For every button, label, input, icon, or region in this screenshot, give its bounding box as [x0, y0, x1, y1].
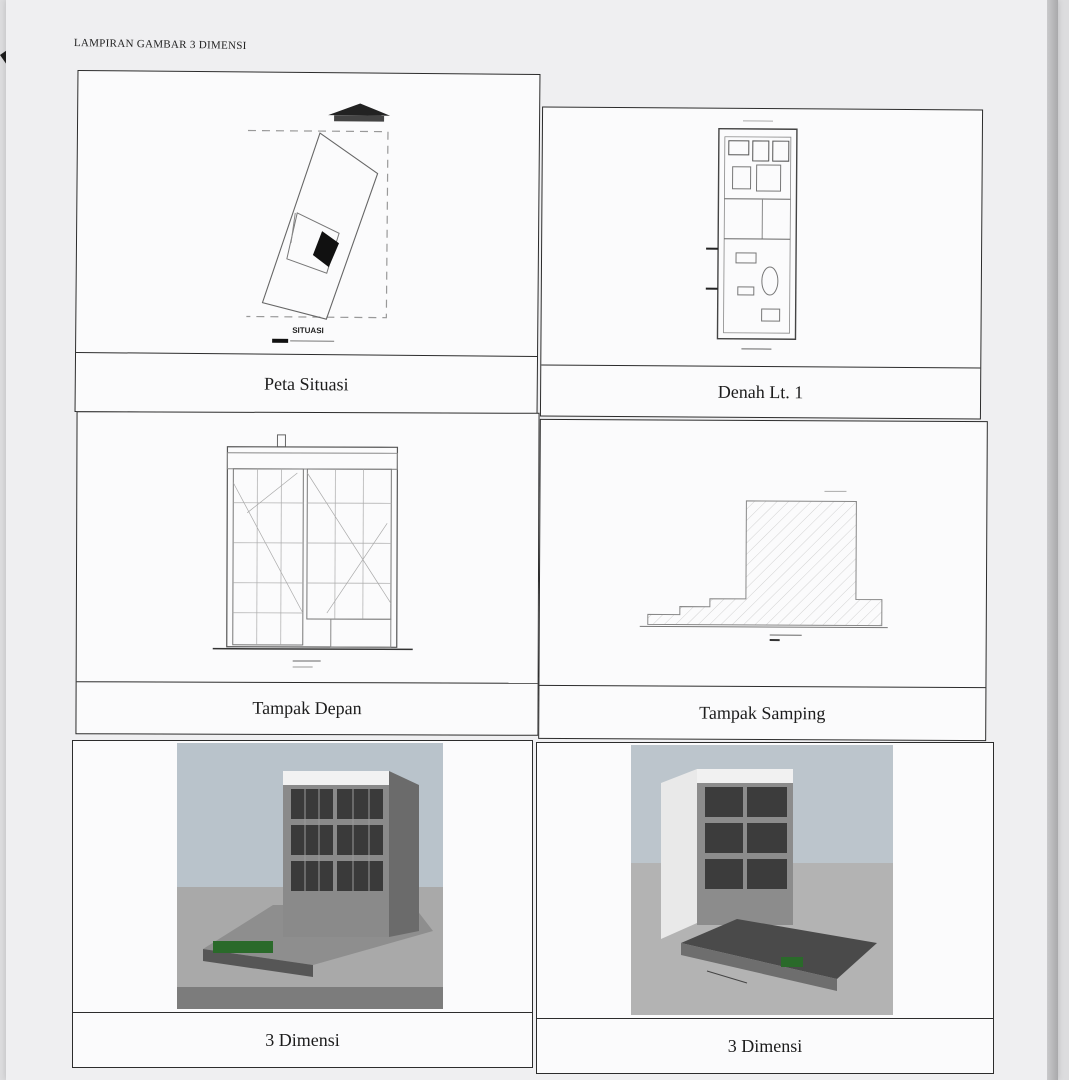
- panel-caption: Tampak Samping: [699, 702, 826, 723]
- panel-3d-view-left: [72, 740, 533, 1068]
- document-title: LAMPIRAN GAMBAR 3 DIMENSI: [73, 37, 247, 53]
- panel-site-plan: [75, 70, 541, 416]
- panel-caption: Denah Lt. 1: [717, 381, 804, 402]
- page-edge: [1047, 0, 1058, 1080]
- document-page: [6, 0, 1058, 1080]
- side-elevation-drawing: [539, 420, 986, 688]
- 3d-render-image: [537, 743, 993, 1019]
- site-plan-drawing: [76, 71, 539, 357]
- panel-caption: 3 Dimensi: [727, 1035, 803, 1056]
- panel-front-elevation: [75, 411, 539, 736]
- panel-caption: 3 Dimensi: [265, 1029, 340, 1050]
- panel-3d-view-right: [536, 742, 994, 1074]
- 3d-render-image: [73, 741, 532, 1013]
- front-elevation-drawing: [77, 412, 539, 684]
- panel-caption: Tampak Depan: [252, 697, 362, 719]
- panel-side-elevation: [538, 419, 988, 741]
- floor-plan-drawing: [541, 107, 982, 368]
- panel-caption: Peta Situasi: [263, 373, 349, 394]
- panel-floor-plan: [540, 106, 983, 419]
- site-plan-label: SITUASI: [292, 325, 324, 336]
